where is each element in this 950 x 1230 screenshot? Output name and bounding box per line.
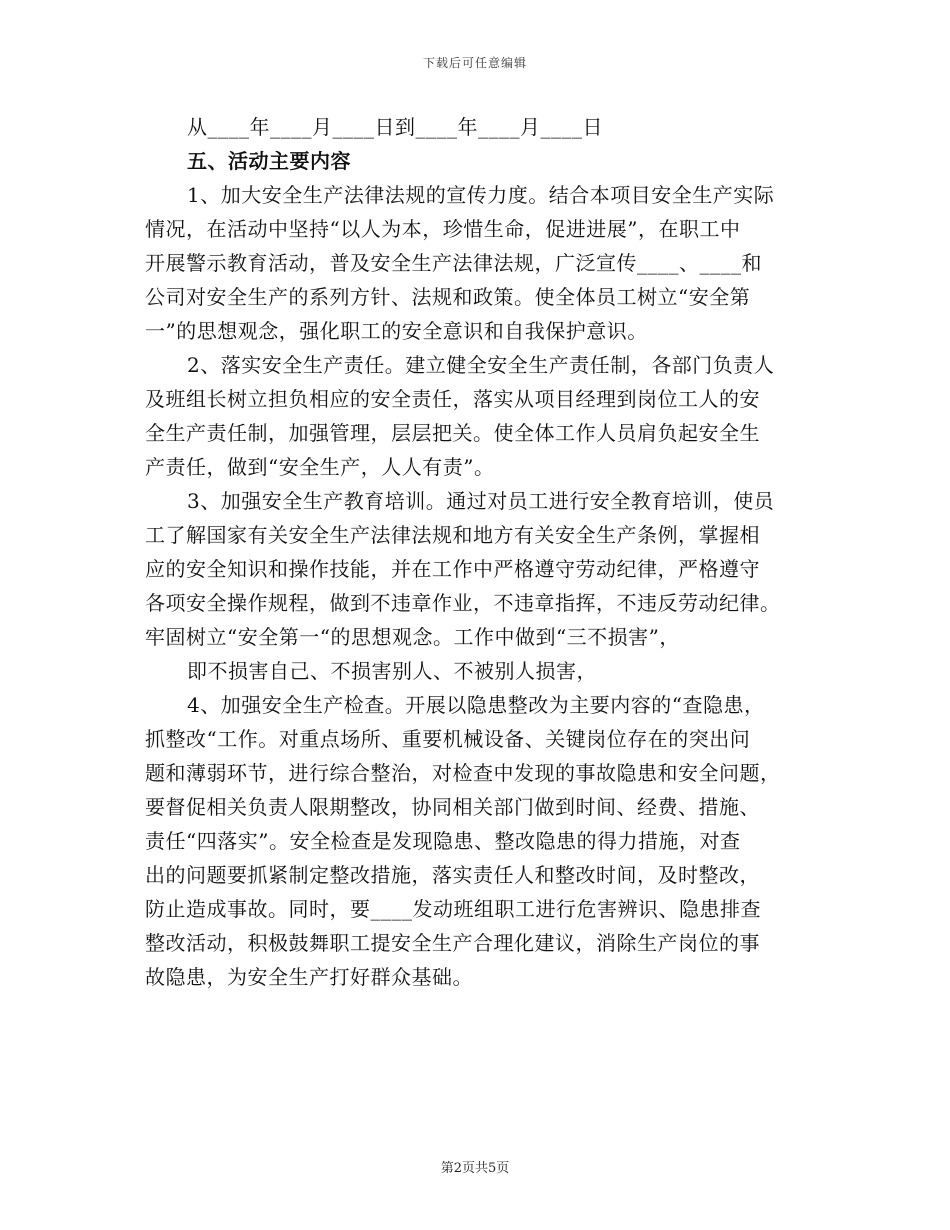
paragraph-line: 开展警示教育活动，普及安全生产法律法规，广泛宣传____、____和	[145, 251, 762, 275]
paragraph-2	[145, 348, 807, 484]
paragraph-line: 工了解国家有关安全生产法律法规和地方有关安全生产条例，掌握相	[145, 523, 760, 547]
paragraph-line: 公司对安全生产的系列方针、法规和政策。使全体员工树立“安全第	[145, 285, 751, 309]
paragraph-line: 各项安全操作规程，做到不违章作业，不违章指挥，不违反劳动纪律。	[145, 591, 781, 615]
paragraph-line: 产责任，做到“安全生产，人人有责”。	[145, 455, 495, 479]
paragraph-line: 一”的思想观念，强化职工的安全意识和自我保护意识。	[145, 319, 648, 343]
paragraph-line: 3、加强安全生产教育培训。通过对员工进行安全教育培训，使员	[187, 489, 775, 513]
paragraph-line: 2、落实安全生产责任。建立健全安全生产责任制，各部门负责人	[187, 353, 775, 377]
paragraph-line: 防止造成事故。同时，要____发动班组职工进行危害辨识、隐患排查	[145, 897, 761, 921]
paragraph-line: 及班组长树立担负相应的安全责任，落实从项目经理到岗位工人的安	[145, 387, 760, 411]
page-number: 第2页共5页	[440, 1161, 510, 1176]
paragraph-1	[145, 178, 807, 348]
paragraph-line: 出的问题要抓紧制定整改措施，落实责任人和整改时间，及时整改，	[145, 863, 760, 887]
document-body	[145, 110, 807, 994]
paragraph-line: 责任“四落实”。安全检查是发现隐患、整改隐患的得力措施，对查	[145, 829, 741, 853]
paragraph-line: 1、加大安全生产法律法规的宣传力度。结合本项目安全生产实际	[187, 183, 775, 207]
paragraph-3-continuation: 即不损害自己、不损害别人、不被别人损害，	[187, 659, 597, 683]
paragraph-3	[145, 484, 807, 654]
paragraph-4	[145, 688, 807, 994]
paragraph-line: 牢固树立“安全第一“的思想观念。工作中做到“三不损害”，	[145, 625, 680, 649]
paragraph-line: 整改活动，积极鼓舞职工提安全生产合理化建议，消除生产岗位的事	[145, 931, 760, 955]
paragraph-line: 要督促相关负责人限期整改，协同相关部门做到时间、经费、措施、	[145, 795, 760, 819]
paragraph-line: 故隐患，为安全生产打好群众基础。	[145, 965, 473, 989]
date-range-line: 从____年____月____日到____年____月____日	[187, 115, 603, 139]
paragraph-line: 4、加强安全生产检查。开展以隐患整改为主要内容的“查隐患，	[187, 693, 765, 717]
paragraph-line: 题和薄弱环节，进行综合整治，对检查中发现的事故隐患和安全问题，	[145, 761, 781, 785]
paragraph-line: 全生产责任制，加强管理，层层把关。使全体工作人员肩负起安全生	[145, 421, 760, 445]
paragraph-line: 情况，在活动中坚持“以人为本，珍惜生命，促进进展”，在职工中	[145, 217, 741, 241]
paragraph-line: 抓整改“工作。对重点场所、重要机械设备、关键岗位存在的突出问	[145, 727, 751, 751]
section-title: 五、活动主要内容	[187, 149, 351, 173]
page-header: 下载后可任意编辑	[422, 56, 527, 70]
paragraph-line: 应的安全知识和操作技能，并在工作中严格遵守劳动纪律，严格遵守	[145, 557, 760, 581]
